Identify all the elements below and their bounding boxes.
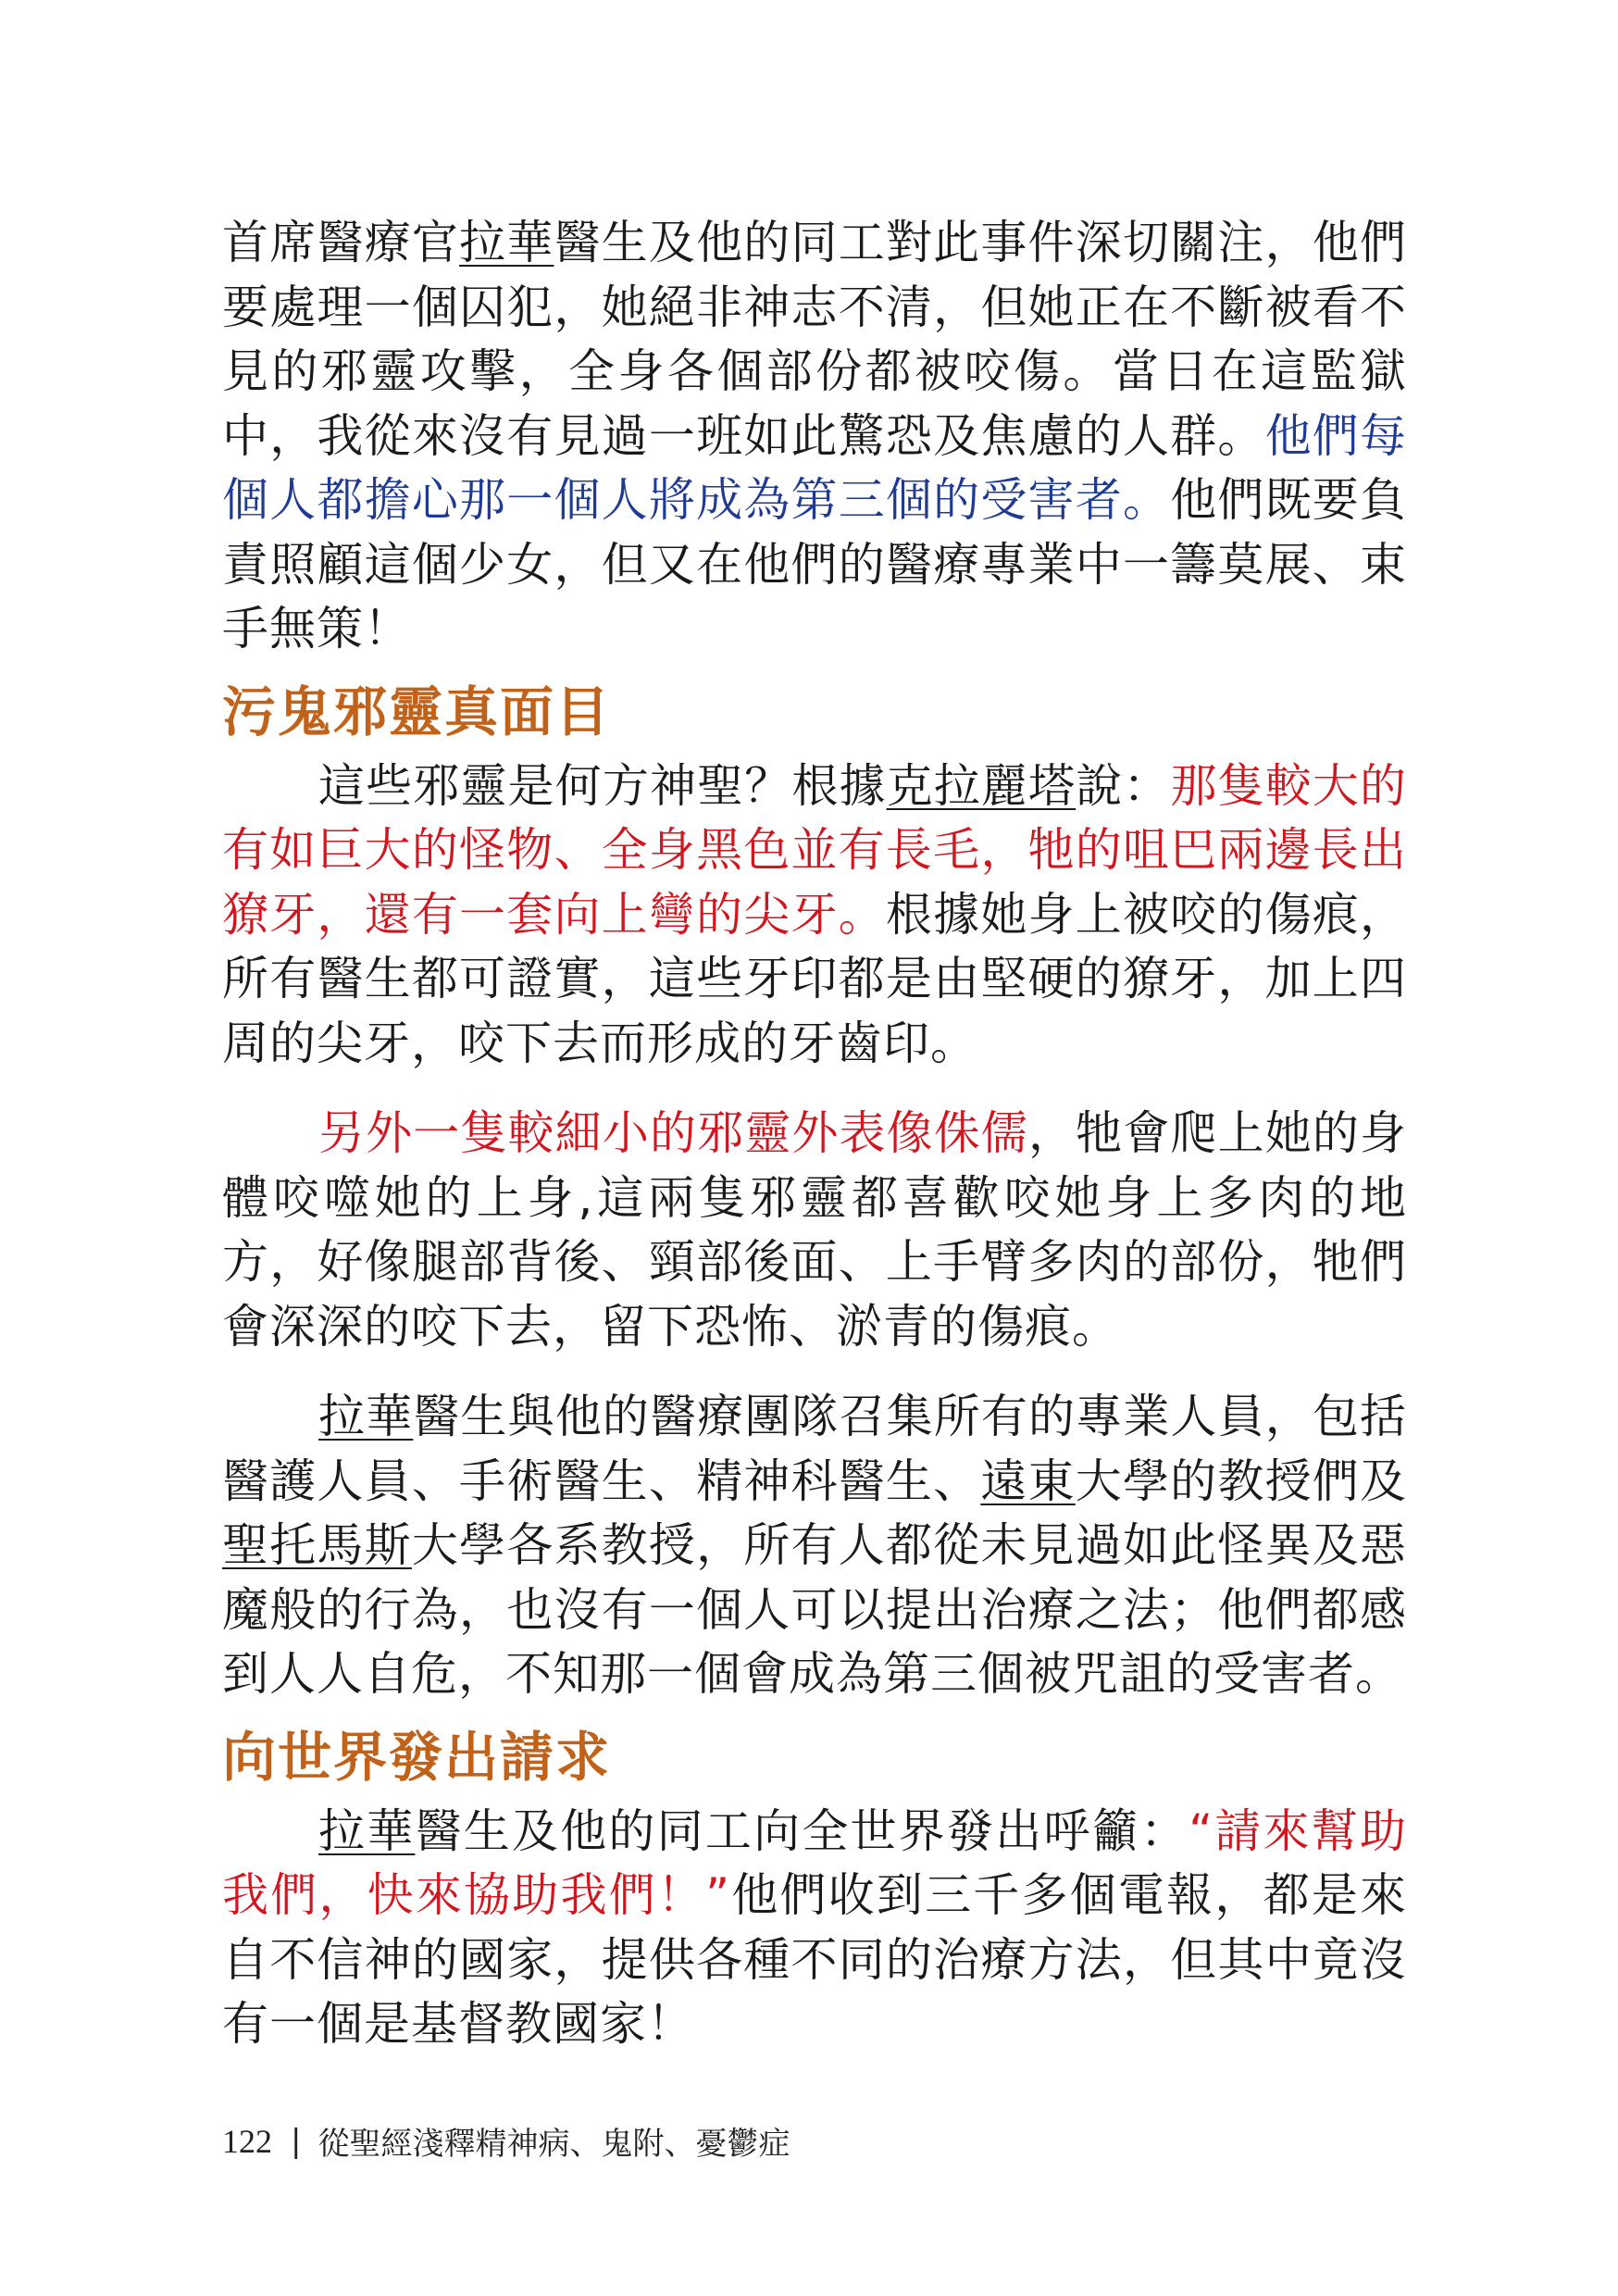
page-footer [222,2118,790,2164]
name-underlined: 聖托馬斯 [222,1518,412,1572]
name-underlined: 遠東 [980,1454,1076,1508]
name-underlined: 拉華 [318,1803,416,1858]
highlight-red: 那隻較大的有如巨大的怪物、全身黑色並有長毛，牠的咀巴兩邊長出獠牙，還有一套向上彎的尖牙。 [222,758,1408,942]
text: 大學各系教授，所有人都從未見過如此怪異及惡魔般的行為，也沒有一個人可以提出治療之法；他們都感到人人自危，不知那一個會成為第三個被咒詛的受害者。 [222,1518,1408,1701]
highlight-red: 另外一隻較細小的邪靈外表像侏儒 [318,1106,1029,1160]
text: 首席醫療官 [222,216,460,269]
paragraph-4 [222,1385,1407,1707]
highlight-blue: 他們每個人都擔心那一個人將成為第三個的受害者。 [222,408,1408,527]
name-underlined: 拉華 [459,216,554,269]
footer-separator: | [291,2122,302,2160]
text: 大學的教授們及 [1075,1454,1408,1508]
section-heading-1: 污鬼邪靈真面目 [222,680,612,743]
paragraph-2 [222,755,1407,1077]
book-title: 從聖經淺釋精神病、鬼附、憂鬱症 [317,2126,790,2163]
text: 說： [1076,758,1171,813]
page-body [222,211,1407,2057]
text: 他們收到三千多個電報，都是來自不信神的國家，提供各種不同的治療方法，但其中竟沒有一個是基督教國家！ [222,1868,1408,2051]
text: 這些邪靈是何方神聖？根據 [318,758,887,813]
text: 醫生及他的同工對此事件深切關注，他們要處理一個囚犯，她絕非神志不清，但她正在不斷被看不見的邪靈攻擊，全身各個部份都被咬傷。當日在這監獄中，我從來沒有見過一班如此驚恐及焦慮的人群。 [222,216,1408,463]
paragraph-3 [222,1102,1407,1359]
page-number: 122 [222,2122,272,2160]
text: ，牠會爬上她的身體咬噬她的上身,這兩隻邪靈都喜歡咬她身上多肉的地方，好像腿部背後、頸部後面、上手臂多肉的部份，牠們會深深的咬下去，留下恐怖、淤青的傷痕。 [222,1106,1408,1354]
name-underlined: 克拉麗塔 [886,758,1077,813]
highlight-red: “請來幫助我們，快來協助我們！” [222,1803,1408,1922]
text: 根據她身上被咬的傷痕，所有醫生都可證實，這些牙印都是由堅硬的獠牙，加上四周的尖牙，咬下去而形成的牙齒印。 [222,887,1408,1070]
text: 他們既要負責照顧這個少女，但又在他們的醫療專業中一籌莫展、束手無策！ [222,473,1408,655]
name-underlined: 拉華 [318,1390,414,1443]
text: 醫生及他的同工向全世界發出呼籲： [415,1803,1189,1858]
paragraph-1 [222,211,1407,662]
text: 醫生與他的醫療團隊召集所有的專業人員，包括醫護人員、手術醫生、精神科醫生、 [222,1390,1408,1508]
paragraph-5 [222,1800,1407,2057]
section-heading-2: 向世界發出請求 [222,1725,612,1789]
